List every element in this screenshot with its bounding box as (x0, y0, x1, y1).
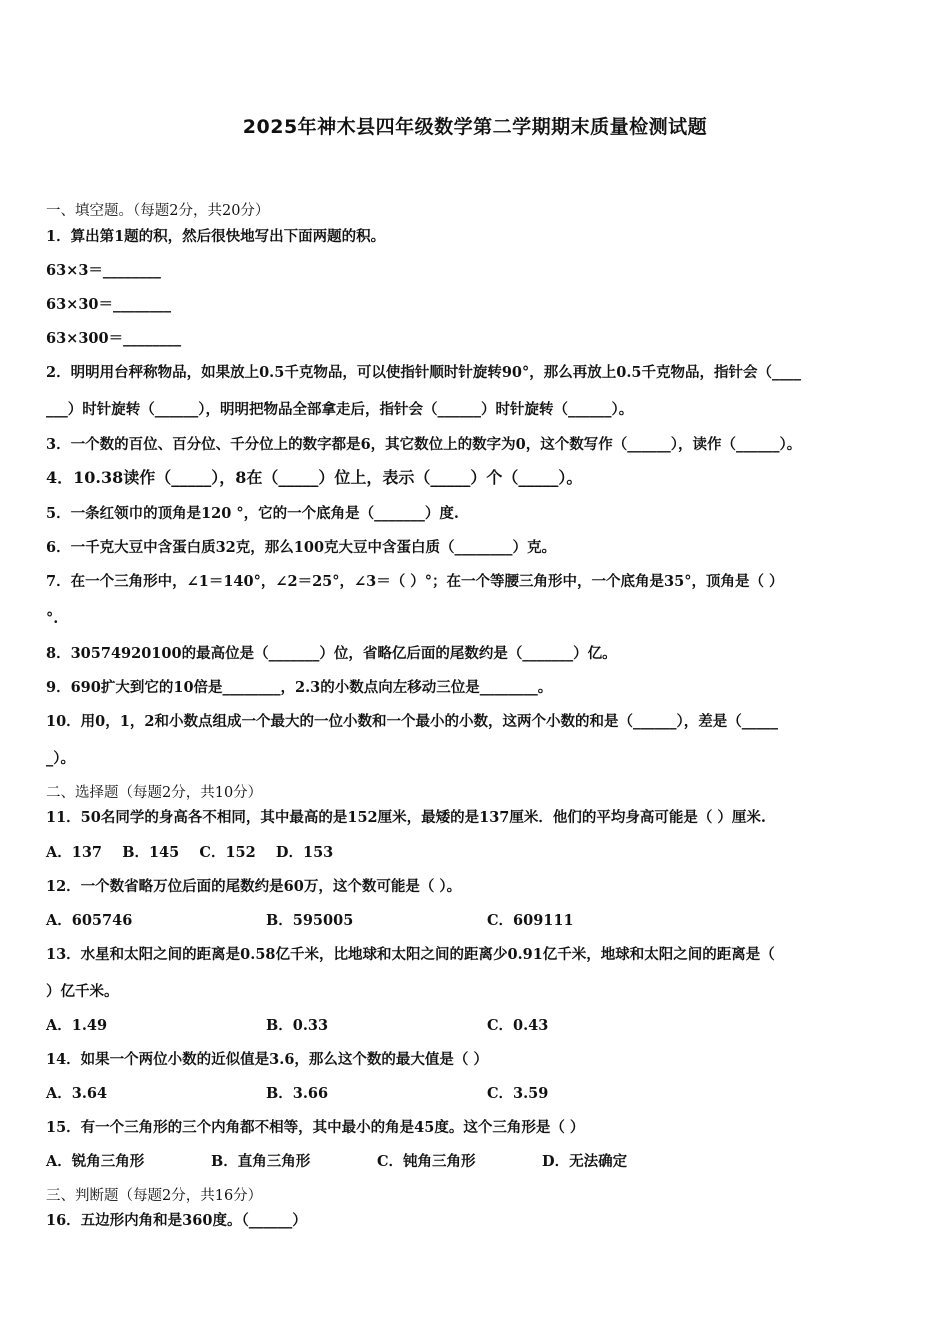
question-12-stem: 12．一个数省略万位后面的尾数约是60万，这个数可能是（ ）。 (46, 878, 462, 895)
question-2-line-1: 2．明明用台秤称物品，如果放上0.5千克物品，可以使指针顺时针旋转90°，那么再放上0.5千克物品，指针会（____ (46, 364, 801, 381)
question-13-option-a: A．1.49 (46, 1017, 108, 1034)
section-heading-multiple-choice: 二、选择题（每题2分，共10分） (46, 785, 263, 801)
question-8: 8．30574920100的最高位是（_______）位，省略亿后面的尾数约是（_______）亿。 (46, 645, 617, 662)
question-12-option-a: A．605746 (46, 912, 133, 929)
question-2-line-2: ___）时针旋转（______），明明把物品全部拿走后，指针会（______）时针旋转（______）。 (46, 401, 634, 418)
question-4: 4．10.38读作（_____），8在（_____）位上，表示（_____）个（_____）。 (46, 468, 583, 487)
question-1-item-c: 63×300＝________ (46, 330, 182, 347)
question-15-option-a: A．锐角三角形 (46, 1153, 145, 1170)
question-15-option-d: D．无法确定 (542, 1153, 628, 1170)
question-11-options: A．137 B．145 C．152 D．153 (46, 844, 334, 861)
question-7-line-2: °. (46, 610, 59, 627)
question-3: 3．一个数的百位、百分位、千分位上的数字都是6，其它数位上的数字为0，这个数写作（______），读作（______）。 (46, 436, 802, 453)
question-13-line-1: 13．水星和太阳之间的距离是0.58亿千米，比地球和太阳之间的距离少0.91亿千米，地球和太阳之间的距离是（ (46, 946, 775, 963)
question-15-option-c: C．钝角三角形 (377, 1153, 476, 1170)
question-7-line-1: 7．在一个三角形中，∠1＝140°，∠2＝25°，∠3＝（ ）°；在一个等腰三角形中，一个底角是35°，顶角是（ ） (46, 573, 784, 590)
page-title: 2025年神木县四年级数学第二学期期末质量检测试题 (242, 116, 708, 138)
question-14-option-a: A．3.64 (46, 1085, 108, 1102)
question-1-stem: 1．算出第1题的积，然后很快地写出下面两题的积。 (46, 228, 386, 245)
question-16: 16．五边形内角和是360度。（______） (46, 1212, 307, 1229)
question-14-stem: 14．如果一个两位小数的近似值是3.6，那么这个数的最大值是（ ） (46, 1051, 488, 1068)
question-13-line-2: ）亿千米。 (46, 983, 119, 1000)
question-6: 6．一千克大豆中含蛋白质32克，那么100克大豆中含蛋白质（________）克。 (46, 539, 557, 556)
section-heading-true-false: 三、判断题（每题2分，共16分） (46, 1188, 263, 1204)
question-12-option-c: C．609111 (487, 912, 574, 929)
question-1-item-b: 63×30＝________ (46, 296, 172, 313)
question-11-stem: 11．50名同学的身高各不相同，其中最高的是152厘米，最矮的是137厘米．他们的平均身高可能是（ ）厘米. (46, 809, 766, 826)
question-15-option-b: B．直角三角形 (211, 1153, 311, 1170)
question-10-line-2: _）。 (46, 750, 75, 767)
question-9: 9．690扩大到它的10倍是________，2.3的小数点向左移动三位是________。 (46, 679, 553, 696)
question-13-option-b: B．0.33 (266, 1017, 329, 1034)
question-1-item-a: 63×3＝________ (46, 262, 161, 279)
question-13-option-c: C．0.43 (487, 1017, 549, 1034)
question-14-option-c: C．3.59 (487, 1085, 549, 1102)
question-5: 5．一条红领巾的顶角是120 °，它的一个底角是（_______）度. (46, 505, 459, 522)
question-12-option-b: B．595005 (266, 912, 354, 929)
question-10-line-1: 10．用0，1，2和小数点组成一个最大的一位小数和一个最小的小数，这两个小数的和是（______），差是（_____ (46, 713, 778, 730)
question-15-stem: 15．有一个三角形的三个内角都不相等，其中最小的角是45度。这个三角形是（ ） (46, 1119, 585, 1136)
section-heading-fill-blank: 一、填空题。（每题2分，共20分） (46, 203, 270, 219)
question-14-option-b: B．3.66 (266, 1085, 329, 1102)
